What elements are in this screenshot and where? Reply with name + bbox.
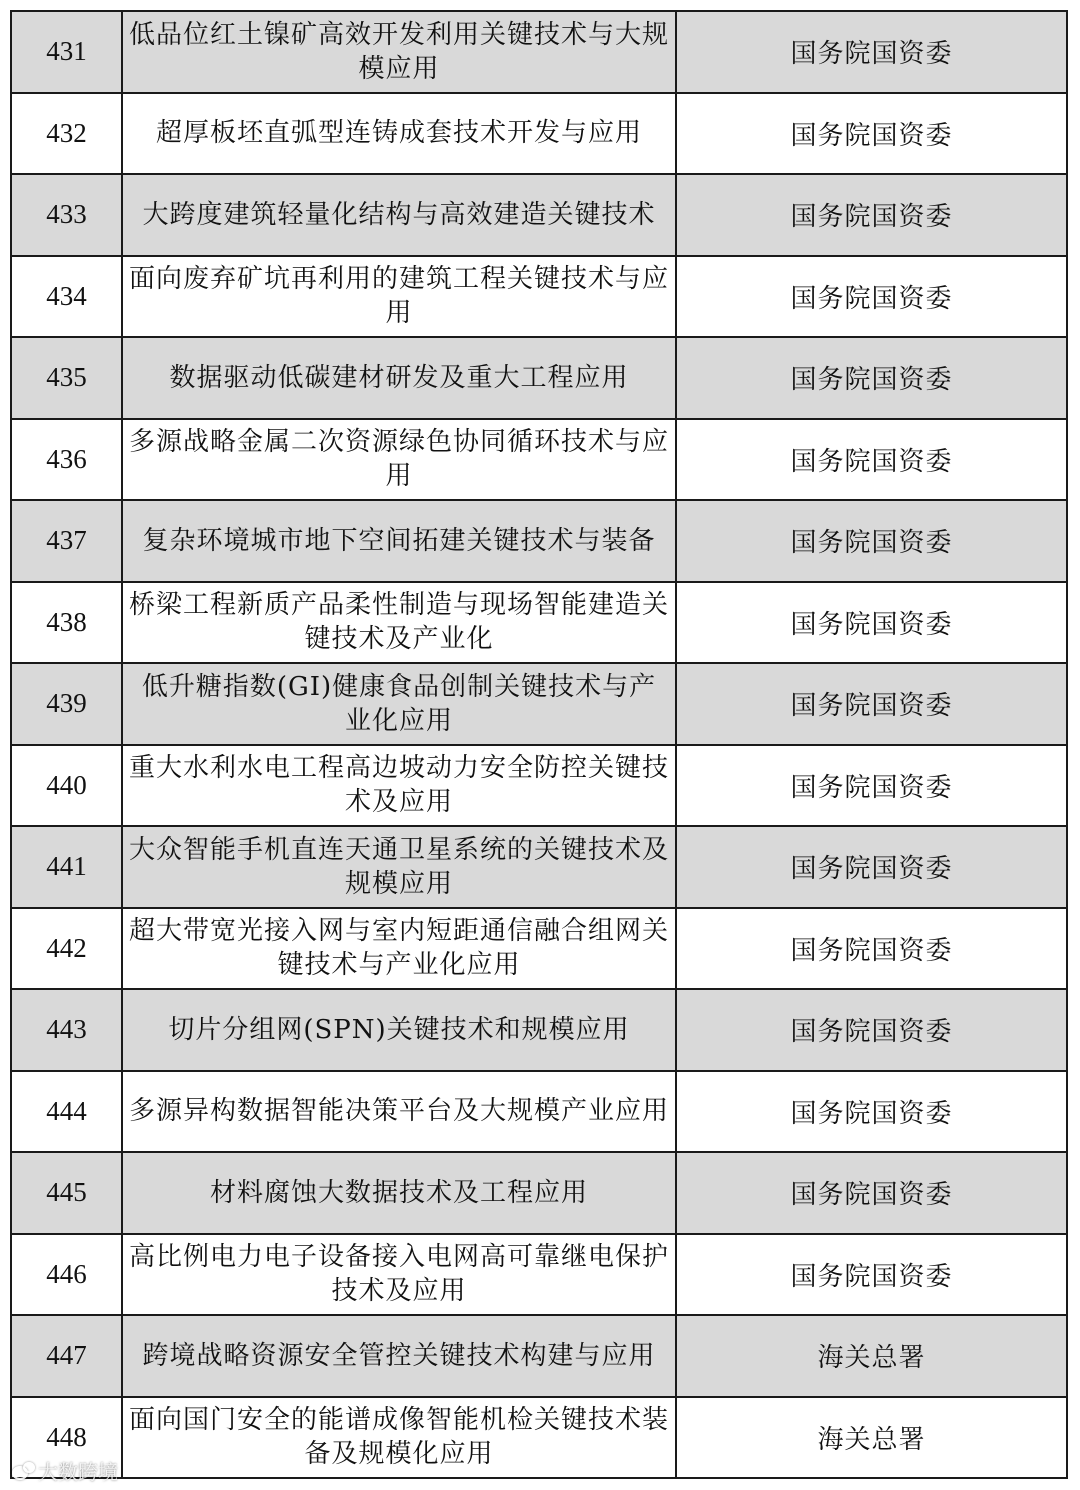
project-name: 材料腐蚀大数据技术及工程应用 <box>123 1153 677 1235</box>
row-number: 445 <box>12 1153 123 1235</box>
project-name: 复杂环境城市地下空间拓建关键技术与装备 <box>123 501 677 583</box>
project-name: 大众智能手机直连天通卫星系统的关键技术及规模应用 <box>123 827 677 909</box>
nominating-department: 国务院国资委 <box>677 501 1068 583</box>
nominating-department: 国务院国资委 <box>677 583 1068 665</box>
table-row <box>12 909 1068 991</box>
project-name: 多源异构数据智能决策平台及大规模产业应用 <box>123 1072 677 1154</box>
row-number: 448 <box>12 1398 123 1480</box>
table-row <box>12 827 1068 909</box>
row-number: 438 <box>12 583 123 665</box>
nominating-department: 国务院国资委 <box>677 827 1068 909</box>
nominating-department: 国务院国资委 <box>677 338 1068 420</box>
project-name: 低品位红土镍矿高效开发利用关键技术与大规模应用 <box>123 12 677 94</box>
table-row <box>12 1153 1068 1235</box>
table-row <box>12 94 1068 176</box>
watermark <box>12 1456 118 1485</box>
nominating-department: 国务院国资委 <box>677 175 1068 257</box>
project-name: 面向废弃矿坑再利用的建筑工程关键技术与应用 <box>123 257 677 339</box>
table-row <box>12 1235 1068 1317</box>
watermark-text: 大数跨境 <box>38 1460 118 1484</box>
nominating-department: 国务院国资委 <box>677 12 1068 94</box>
nominating-department: 国务院国资委 <box>677 1153 1068 1235</box>
row-number: 431 <box>12 12 123 94</box>
row-number: 440 <box>12 746 123 828</box>
row-number: 442 <box>12 909 123 991</box>
table-row <box>12 12 1068 94</box>
nominating-department: 国务院国资委 <box>677 990 1068 1072</box>
nominating-department: 国务院国资委 <box>677 1072 1068 1154</box>
row-number: 447 <box>12 1316 123 1398</box>
row-number: 437 <box>12 501 123 583</box>
project-name: 数据驱动低碳建材研发及重大工程应用 <box>123 338 677 420</box>
row-number: 436 <box>12 420 123 502</box>
table-row <box>12 746 1068 828</box>
project-name: 低升糖指数(GI)健康食品创制关键技术与产业化应用 <box>123 664 677 746</box>
table-row <box>12 175 1068 257</box>
row-number: 446 <box>12 1235 123 1317</box>
table-row <box>12 1398 1068 1480</box>
nominating-department: 海关总署 <box>677 1316 1068 1398</box>
project-name: 高比例电力电子设备接入电网高可靠继电保护技术及应用 <box>123 1235 677 1317</box>
table-row <box>12 583 1068 665</box>
nominating-department: 国务院国资委 <box>677 1235 1068 1317</box>
project-name: 桥梁工程新质产品柔性制造与现场智能建造关键技术及产业化 <box>123 583 677 665</box>
nominating-department: 国务院国资委 <box>677 909 1068 991</box>
table-row <box>12 257 1068 339</box>
project-name: 面向国门安全的能谱成像智能机检关键技术装备及规模化应用 <box>123 1398 677 1480</box>
nominating-department: 海关总署 <box>677 1398 1068 1480</box>
nominating-department: 国务院国资委 <box>677 420 1068 502</box>
project-name: 切片分组网(SPN)关键技术和规模应用 <box>123 990 677 1072</box>
project-name: 大跨度建筑轻量化结构与高效建造关键技术 <box>123 175 677 257</box>
row-number: 443 <box>12 990 123 1072</box>
table-row <box>12 1072 1068 1154</box>
table-row <box>12 990 1068 1072</box>
table-row <box>12 501 1068 583</box>
row-number: 444 <box>12 1072 123 1154</box>
row-number: 439 <box>12 664 123 746</box>
nominating-department: 国务院国资委 <box>677 746 1068 828</box>
table-row <box>12 1316 1068 1398</box>
project-name: 多源战略金属二次资源绿色协同循环技术与应用 <box>123 420 677 502</box>
nominating-department: 国务院国资委 <box>677 257 1068 339</box>
project-name: 跨境战略资源安全管控关键技术构建与应用 <box>123 1316 677 1398</box>
table-row <box>12 338 1068 420</box>
project-name: 超大带宽光接入网与室内短距通信融合组网关键技术与产业化应用 <box>123 909 677 991</box>
table-row <box>12 664 1068 746</box>
nominating-department: 国务院国资委 <box>677 664 1068 746</box>
project-name: 重大水利水电工程高边坡动力安全防控关键技术及应用 <box>123 746 677 828</box>
project-name: 超厚板坯直弧型连铸成套技术开发与应用 <box>123 94 677 176</box>
row-number: 434 <box>12 257 123 339</box>
row-number: 432 <box>12 94 123 176</box>
row-number: 441 <box>12 827 123 909</box>
table-row <box>12 420 1068 502</box>
results-table <box>10 10 1068 1479</box>
row-number: 433 <box>12 175 123 257</box>
row-number: 435 <box>12 338 123 420</box>
weibo-logo-icon <box>12 1462 34 1480</box>
nominating-department: 国务院国资委 <box>677 94 1068 176</box>
